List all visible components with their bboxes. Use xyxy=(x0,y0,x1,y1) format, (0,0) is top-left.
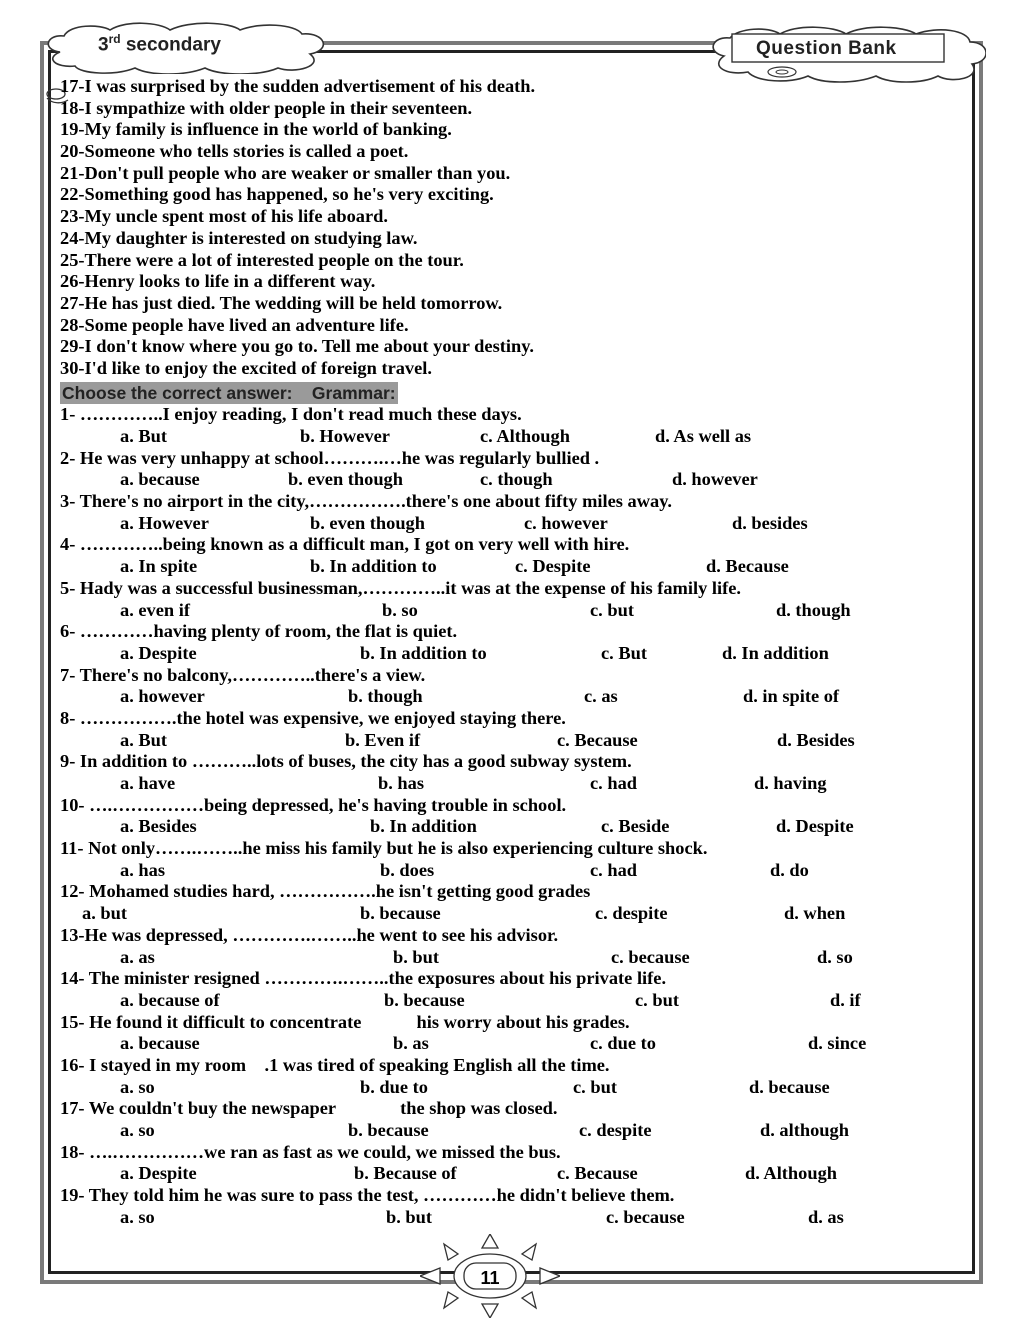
answer-option[interactable]: b. because xyxy=(348,1120,429,1141)
question-text: 6- …………having plenty of room, the flat is quiet. xyxy=(60,621,458,642)
answer-option[interactable]: b. Because of xyxy=(354,1163,457,1184)
answer-options-row xyxy=(60,1077,960,1099)
answer-option[interactable]: d. Because xyxy=(706,556,789,577)
answer-option[interactable]: c. due to xyxy=(590,1033,656,1054)
answer-option[interactable]: a. Besides xyxy=(120,816,197,837)
answer-option[interactable]: a. In spite xyxy=(120,556,198,577)
answer-option[interactable]: d. since xyxy=(808,1033,867,1054)
question-text: 7- There's no balcony,…………..there's a view. xyxy=(60,664,426,685)
list-item: 27-He has just died. The wedding will be held tomorrow. xyxy=(60,292,503,313)
answer-option[interactable]: a. because xyxy=(120,1033,200,1054)
answer-option[interactable]: d. if xyxy=(830,989,861,1010)
answer-option[interactable]: c. but xyxy=(590,599,634,620)
answer-option[interactable]: d. although xyxy=(760,1120,849,1141)
question-text: 9- In addition to ………..lots of buses, the city has a good subway system. xyxy=(60,751,632,772)
answer-option[interactable]: c. as xyxy=(584,686,618,707)
answer-option[interactable]: c. though xyxy=(480,469,553,490)
question-text: 4- …………..being known as a difficult man, I got on very well with hire. xyxy=(60,534,630,555)
answer-options-row xyxy=(60,1120,960,1142)
answer-option[interactable]: d. As well as xyxy=(655,426,752,447)
grade-cloud-badge xyxy=(40,22,330,74)
answer-option[interactable]: a. even if xyxy=(120,599,190,620)
question-text: 14- The minister resigned ………….……..the exposures about his private life. xyxy=(60,968,667,989)
question-list xyxy=(60,404,960,1228)
question-text: 3- There's no airport in the city,…………….there's one about fifty miles away. xyxy=(60,491,672,512)
correct-mistakes-list xyxy=(60,76,960,380)
section-heading: Choose the correct answer: Grammar: xyxy=(62,382,396,403)
question-text: 15- He found it difficult to concentrate his worry about his grades. xyxy=(60,1011,630,1032)
answer-option[interactable]: b. does xyxy=(380,859,435,880)
answer-option[interactable]: a. But xyxy=(120,729,168,750)
answer-option[interactable]: c. Although xyxy=(480,426,570,447)
answer-option[interactable]: b. so xyxy=(382,599,418,620)
answer-option[interactable]: b. However xyxy=(300,426,390,447)
answer-option[interactable]: d. do xyxy=(770,859,809,880)
answer-option[interactable]: d. Although xyxy=(745,1163,837,1184)
answer-options-row xyxy=(60,947,960,969)
answer-options-row xyxy=(60,1163,960,1185)
question-text: 8- …………….the hotel was expensive, we enjoyed staying there. xyxy=(60,707,566,728)
answer-option[interactable]: a. But xyxy=(120,426,168,447)
list-item: 17-I was surprised by the sudden advertisement of his death. xyxy=(60,76,536,96)
answer-options-row xyxy=(60,686,960,708)
list-item: 19-My family is influence in the world of banking. xyxy=(60,119,452,140)
answer-option[interactable]: a. as xyxy=(120,946,155,967)
answer-option[interactable]: a. Despite xyxy=(120,642,197,663)
question-text: 11- Not only…….……..he miss his family but he is also experiencing culture shock. xyxy=(60,838,708,859)
answer-option[interactable]: a. but xyxy=(82,903,127,924)
worksheet-content xyxy=(60,76,960,1228)
answer-option[interactable]: c. but xyxy=(573,1076,617,1097)
answer-option[interactable]: c. Beside xyxy=(601,816,670,837)
answer-option[interactable]: b. even though xyxy=(310,512,425,533)
answer-option[interactable]: d. Besides xyxy=(777,729,855,750)
question-text: 19- They told him he was sure to pass the test, …………he didn't believe them. xyxy=(60,1185,675,1206)
answer-option[interactable]: a. has xyxy=(120,859,165,880)
answer-option[interactable]: a. However xyxy=(120,512,209,533)
answer-option[interactable]: a. so xyxy=(120,1206,155,1227)
question-bank-label: Question Bank xyxy=(756,38,897,59)
answer-option[interactable]: b. though xyxy=(348,686,423,707)
list-item: 30-I'd like to enjoy the excited of foreign travel. xyxy=(60,357,432,378)
page-number: 11 xyxy=(480,1268,500,1288)
answer-option[interactable]: b. because xyxy=(384,989,465,1010)
answer-option[interactable]: d. because xyxy=(749,1076,830,1097)
answer-option[interactable]: a. so xyxy=(120,1120,155,1141)
answer-options-row xyxy=(60,643,960,665)
answer-option[interactable]: c. despite xyxy=(579,1120,652,1141)
answer-option[interactable]: a. Despite xyxy=(120,1163,197,1184)
answer-options-row xyxy=(60,1207,960,1229)
answer-options-row xyxy=(60,1033,960,1055)
list-item: 18-I sympathize with older people in their seventeen. xyxy=(60,97,473,118)
answer-option[interactable]: c. because xyxy=(611,946,690,967)
answer-option[interactable]: c. But xyxy=(601,642,647,663)
question-text: 13-He was depressed, ………….……..he went to see his advisor. xyxy=(60,924,559,945)
answer-options-row xyxy=(60,730,960,752)
answer-option[interactable]: b. as xyxy=(393,1033,429,1054)
list-item: 29-I don't know where you go to. Tell me about your destiny. xyxy=(60,336,534,357)
answer-option[interactable]: a. have xyxy=(120,773,176,794)
answer-option[interactable]: c. however xyxy=(524,512,608,533)
answer-options-row xyxy=(60,513,960,535)
answer-option[interactable]: c. despite xyxy=(595,903,668,924)
answer-option[interactable]: b. but xyxy=(386,1206,433,1227)
list-item: 20-Someone who tells stories is called a poet. xyxy=(60,141,409,162)
question-text: 5- Hady was a successful businessman,…………..it was at the expense of his family life. xyxy=(60,577,741,598)
answer-option[interactable]: d. besides xyxy=(732,512,808,533)
answer-options-row xyxy=(60,990,960,1012)
question-text: 1- …………..I enjoy reading, I don't read much these days. xyxy=(60,404,522,425)
answer-option[interactable]: d. Despite xyxy=(776,816,854,837)
answer-options-row xyxy=(60,860,960,882)
answer-options-row xyxy=(60,903,960,925)
answer-option[interactable]: d. in spite of xyxy=(743,686,840,707)
answer-options-row xyxy=(60,469,960,491)
answer-option[interactable]: b. In addition xyxy=(370,816,477,837)
answer-option[interactable]: d. however xyxy=(672,469,758,490)
answer-option[interactable]: a. because of xyxy=(120,989,220,1010)
answer-options-row xyxy=(60,600,960,622)
answer-option[interactable]: b. but xyxy=(393,946,440,967)
list-item: 25-There were a lot of interested people on the tour. xyxy=(60,249,464,270)
answer-options-row xyxy=(60,773,960,795)
answer-option[interactable]: a. because xyxy=(120,469,200,490)
answer-option[interactable]: d. though xyxy=(776,599,851,620)
list-item: 23-My uncle spent most of his life aboard. xyxy=(60,206,388,227)
question-text: 18- ….……………we ran as fast as we could, we missed the bus. xyxy=(60,1141,561,1162)
answer-option[interactable]: b. due to xyxy=(360,1076,428,1097)
question-text: 16- I stayed in my room .1 was tired of speaking English all the time. xyxy=(60,1054,610,1075)
answer-option[interactable]: b. even though xyxy=(288,469,403,490)
answer-options-row xyxy=(60,426,960,448)
list-item: 26-Henry looks to life in a different way. xyxy=(60,271,376,292)
answer-options-row xyxy=(60,556,960,578)
answer-option[interactable]: d. In addition xyxy=(722,642,829,663)
list-item: 22-Something good has happened, so he's very exciting. xyxy=(60,184,494,205)
answer-option[interactable]: d. as xyxy=(808,1206,844,1227)
answer-option[interactable]: a. so xyxy=(120,1076,155,1097)
answer-option[interactable]: b. In addition to xyxy=(360,642,487,663)
question-text: 17- We couldn't buy the newspaper the shop was closed. xyxy=(60,1098,558,1119)
answer-option[interactable]: b. has xyxy=(378,773,425,794)
answer-option[interactable]: b. In addition to xyxy=(310,556,437,577)
answer-option[interactable]: b. Even if xyxy=(345,729,421,750)
answer-option[interactable]: c. had xyxy=(590,859,638,880)
question-text: 12- Mohamed studies hard, …………….he isn't getting good grades xyxy=(60,881,591,902)
question-text: 10- ….……………being depressed, he's having trouble in school. xyxy=(60,794,567,815)
answer-option[interactable]: d. so xyxy=(817,946,853,967)
answer-option[interactable]: c. had xyxy=(590,773,638,794)
answer-option[interactable]: d. having xyxy=(754,773,827,794)
answer-option[interactable]: c. but xyxy=(635,989,679,1010)
answer-options-row xyxy=(60,816,960,838)
list-item: 24-My daughter is interested on studying law. xyxy=(60,227,418,248)
grade-label: 3rd secondary xyxy=(98,32,221,56)
list-item: 28-Some people have lived an adventure life. xyxy=(60,314,409,335)
answer-option[interactable]: c. Because xyxy=(557,729,638,750)
answer-option[interactable]: c. because xyxy=(606,1206,685,1227)
answer-option[interactable]: b. because xyxy=(360,903,441,924)
question-text: 2- He was very unhappy at school……….…he was regularly bullied . xyxy=(60,447,600,468)
answer-option[interactable]: a. however xyxy=(120,686,205,707)
list-item: 21-Don't pull people who are weaker or smaller than you. xyxy=(60,162,511,183)
answer-option[interactable]: c. Despite xyxy=(515,556,591,577)
answer-option[interactable]: d. when xyxy=(784,903,846,924)
answer-option[interactable]: c. Because xyxy=(557,1163,638,1184)
